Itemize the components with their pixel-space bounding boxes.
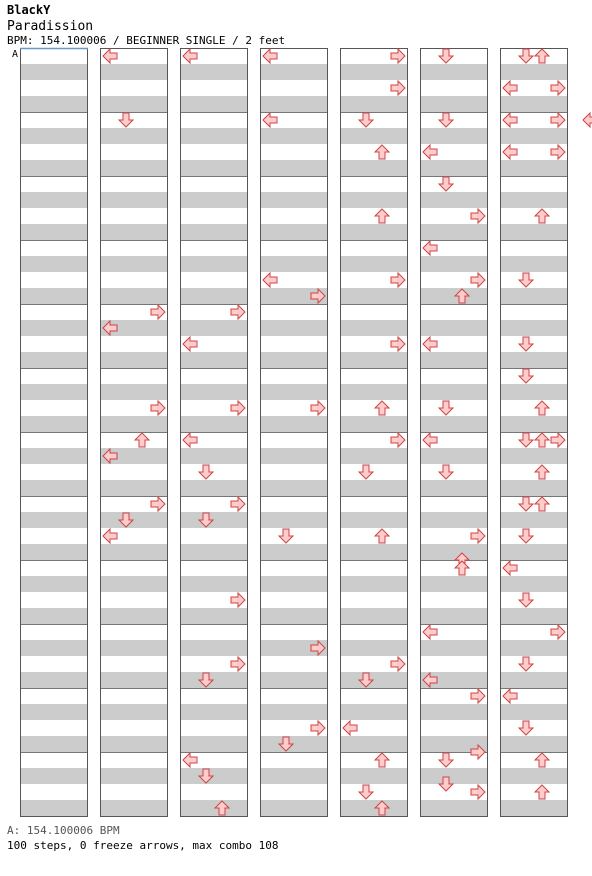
beat-stripe bbox=[20, 512, 88, 528]
beat-stripe bbox=[100, 704, 168, 720]
right-arrow-icon bbox=[151, 401, 165, 415]
down-arrow-icon bbox=[279, 529, 293, 543]
beat-stripe bbox=[20, 672, 88, 688]
beat-stripe bbox=[260, 704, 328, 720]
beat-stripe bbox=[180, 352, 248, 368]
beat-stripe bbox=[20, 160, 88, 176]
beat-stripe bbox=[180, 512, 248, 528]
beat-stripe bbox=[260, 224, 328, 240]
beat-stripe bbox=[340, 544, 408, 560]
beat-stripe bbox=[100, 800, 168, 816]
left-arrow-icon bbox=[183, 753, 197, 767]
beat-stripe bbox=[100, 768, 168, 784]
beat-stripe bbox=[420, 224, 488, 240]
down-arrow-icon bbox=[439, 465, 453, 479]
beat-stripe bbox=[340, 480, 408, 496]
beat-stripe bbox=[20, 256, 88, 272]
beat-stripe bbox=[180, 160, 248, 176]
beat-stripe bbox=[420, 704, 488, 720]
right-arrow-icon bbox=[311, 721, 325, 735]
beat-stripe bbox=[340, 96, 408, 112]
left-arrow-icon bbox=[423, 241, 437, 255]
down-arrow-icon bbox=[519, 497, 533, 511]
right-arrow-icon bbox=[551, 433, 565, 447]
up-arrow-icon bbox=[535, 497, 549, 511]
beat-stripe bbox=[420, 608, 488, 624]
up-arrow-icon bbox=[375, 753, 389, 767]
beat-stripe bbox=[340, 608, 408, 624]
down-arrow-icon bbox=[519, 593, 533, 607]
right-arrow-icon bbox=[311, 401, 325, 415]
beat-stripe bbox=[500, 384, 568, 400]
beat-stripe bbox=[340, 256, 408, 272]
beat-stripe bbox=[500, 352, 568, 368]
right-arrow-icon bbox=[391, 49, 405, 63]
right-arrow-icon bbox=[231, 657, 245, 671]
beat-stripe bbox=[180, 704, 248, 720]
left-arrow-icon bbox=[183, 433, 197, 447]
left-arrow-icon bbox=[503, 689, 517, 703]
right-arrow-icon bbox=[231, 497, 245, 511]
beat-stripe bbox=[420, 416, 488, 432]
beat-stripe bbox=[20, 352, 88, 368]
down-arrow-icon bbox=[519, 433, 533, 447]
beat-stripe bbox=[260, 64, 328, 80]
beat-stripe bbox=[180, 416, 248, 432]
beat-stripe bbox=[420, 320, 488, 336]
beat-stripe bbox=[180, 608, 248, 624]
beat-stripe bbox=[340, 384, 408, 400]
left-arrow-icon bbox=[423, 433, 437, 447]
beat-stripe bbox=[180, 224, 248, 240]
beat-stripe bbox=[420, 160, 488, 176]
right-arrow-icon bbox=[391, 337, 405, 351]
beat-stripe bbox=[340, 224, 408, 240]
right-arrow-icon bbox=[471, 785, 485, 799]
down-arrow-icon bbox=[439, 177, 453, 191]
left-arrow-icon bbox=[423, 145, 437, 159]
beat-stripe bbox=[500, 96, 568, 112]
beat-stripe bbox=[180, 448, 248, 464]
beat-stripe bbox=[20, 416, 88, 432]
beat-stripe bbox=[260, 512, 328, 528]
beat-stripe bbox=[420, 352, 488, 368]
beat-stripe bbox=[180, 320, 248, 336]
beat-stripe bbox=[180, 544, 248, 560]
beat-stripe bbox=[500, 704, 568, 720]
right-arrow-icon bbox=[151, 305, 165, 319]
beat-stripe bbox=[20, 480, 88, 496]
beat-stripe bbox=[420, 768, 488, 784]
beat-stripe bbox=[100, 352, 168, 368]
beat-stripe bbox=[420, 480, 488, 496]
bpm-marker-label: A bbox=[12, 49, 19, 60]
beat-stripe bbox=[340, 576, 408, 592]
beat-stripe bbox=[20, 320, 88, 336]
beat-stripe bbox=[20, 448, 88, 464]
beat-stripe bbox=[180, 768, 248, 784]
beat-stripe bbox=[100, 576, 168, 592]
beat-stripe bbox=[180, 384, 248, 400]
beat-stripe bbox=[20, 608, 88, 624]
right-arrow-icon bbox=[551, 113, 565, 127]
beat-stripe bbox=[260, 672, 328, 688]
up-arrow-icon bbox=[535, 753, 549, 767]
beat-stripe bbox=[100, 288, 168, 304]
beat-stripe bbox=[260, 736, 328, 752]
beat-stripe bbox=[500, 672, 568, 688]
beat-stripe bbox=[500, 288, 568, 304]
right-arrow-icon bbox=[471, 689, 485, 703]
up-arrow-icon bbox=[375, 145, 389, 159]
beat-stripe bbox=[500, 512, 568, 528]
beat-stripe bbox=[100, 512, 168, 528]
beat-stripe bbox=[500, 480, 568, 496]
down-arrow-icon bbox=[519, 49, 533, 63]
beat-stripe bbox=[100, 96, 168, 112]
down-arrow-icon bbox=[519, 337, 533, 351]
left-arrow-icon bbox=[503, 81, 517, 95]
chart-info: BPM: 154.100006 / BEGINNER SINGLE / 2 feet bbox=[7, 34, 286, 47]
up-arrow-icon bbox=[535, 401, 549, 415]
up-arrow-icon bbox=[375, 529, 389, 543]
up-arrow-icon bbox=[135, 433, 149, 447]
left-arrow-icon bbox=[343, 721, 357, 735]
beat-stripe bbox=[260, 352, 328, 368]
beat-stripe bbox=[340, 448, 408, 464]
left-arrow-icon bbox=[583, 113, 592, 127]
beat-stripe bbox=[340, 288, 408, 304]
right-arrow-icon bbox=[471, 209, 485, 223]
right-arrow-icon bbox=[151, 497, 165, 511]
beat-stripe bbox=[260, 480, 328, 496]
beat-stripe bbox=[20, 768, 88, 784]
beat-stripe bbox=[260, 576, 328, 592]
beat-stripe bbox=[500, 192, 568, 208]
beat-stripe bbox=[100, 544, 168, 560]
up-arrow-icon bbox=[535, 465, 549, 479]
beat-stripe bbox=[180, 288, 248, 304]
left-arrow-icon bbox=[423, 337, 437, 351]
right-arrow-icon bbox=[391, 81, 405, 95]
beat-stripe bbox=[20, 384, 88, 400]
left-arrow-icon bbox=[503, 113, 517, 127]
right-arrow-icon bbox=[391, 433, 405, 447]
right-arrow-icon bbox=[391, 657, 405, 671]
beat-stripe bbox=[420, 576, 488, 592]
up-arrow-icon bbox=[535, 49, 549, 63]
right-arrow-icon bbox=[551, 625, 565, 639]
beat-stripe bbox=[180, 192, 248, 208]
up-arrow-icon bbox=[375, 209, 389, 223]
beat-stripe bbox=[180, 256, 248, 272]
beat-stripe bbox=[500, 736, 568, 752]
beat-stripe bbox=[500, 64, 568, 80]
right-arrow-icon bbox=[231, 593, 245, 607]
beat-stripe bbox=[180, 64, 248, 80]
down-arrow-icon bbox=[439, 401, 453, 415]
footer-bpm: A: 154.100006 BPM bbox=[7, 824, 120, 837]
beat-stripe bbox=[340, 192, 408, 208]
down-arrow-icon bbox=[519, 369, 533, 383]
beat-stripe bbox=[340, 352, 408, 368]
beat-stripe bbox=[500, 128, 568, 144]
beat-stripe bbox=[340, 640, 408, 656]
beat-stripe bbox=[260, 256, 328, 272]
down-arrow-icon bbox=[359, 465, 373, 479]
beat-stripe bbox=[180, 672, 248, 688]
beat-stripe bbox=[100, 736, 168, 752]
beat-stripe bbox=[420, 384, 488, 400]
beat-stripe bbox=[420, 800, 488, 816]
beat-stripe bbox=[20, 128, 88, 144]
beat-stripe bbox=[20, 96, 88, 112]
beat-stripe bbox=[260, 192, 328, 208]
beat-stripe bbox=[260, 160, 328, 176]
beat-stripe bbox=[260, 416, 328, 432]
beat-stripe bbox=[340, 128, 408, 144]
beat-stripe bbox=[500, 320, 568, 336]
right-arrow-icon bbox=[231, 305, 245, 319]
down-arrow-icon bbox=[439, 49, 453, 63]
beat-stripe bbox=[500, 448, 568, 464]
beat-stripe bbox=[100, 160, 168, 176]
beat-stripe bbox=[340, 800, 408, 816]
beat-stripe bbox=[100, 608, 168, 624]
beat-stripe bbox=[500, 576, 568, 592]
beat-stripe bbox=[180, 800, 248, 816]
beat-stripe bbox=[500, 256, 568, 272]
left-arrow-icon bbox=[103, 49, 117, 63]
beat-stripe bbox=[260, 608, 328, 624]
down-arrow-icon bbox=[439, 753, 453, 767]
up-arrow-icon bbox=[535, 209, 549, 223]
down-arrow-icon bbox=[119, 113, 133, 127]
beat-stripe bbox=[500, 800, 568, 816]
beat-stripe bbox=[420, 256, 488, 272]
beat-stripe bbox=[20, 192, 88, 208]
beat-stripe bbox=[20, 640, 88, 656]
beat-stripe bbox=[260, 384, 328, 400]
beat-stripe bbox=[180, 736, 248, 752]
beat-stripe bbox=[20, 576, 88, 592]
beat-stripe bbox=[420, 544, 488, 560]
beat-stripe bbox=[340, 64, 408, 80]
right-arrow-icon bbox=[471, 529, 485, 543]
beat-stripe bbox=[260, 544, 328, 560]
beat-stripe bbox=[500, 160, 568, 176]
beat-stripe bbox=[420, 96, 488, 112]
beat-stripe bbox=[500, 640, 568, 656]
right-arrow-icon bbox=[551, 81, 565, 95]
beat-stripe bbox=[20, 544, 88, 560]
beat-stripe bbox=[180, 128, 248, 144]
left-arrow-icon bbox=[183, 337, 197, 351]
left-arrow-icon bbox=[183, 49, 197, 63]
left-arrow-icon bbox=[263, 273, 277, 287]
beat-stripe bbox=[100, 384, 168, 400]
beat-stripe bbox=[500, 768, 568, 784]
beat-stripe bbox=[340, 160, 408, 176]
beat-stripe bbox=[20, 288, 88, 304]
down-arrow-icon bbox=[519, 273, 533, 287]
beat-stripe bbox=[420, 448, 488, 464]
beat-stripe bbox=[100, 480, 168, 496]
beat-stripe bbox=[20, 800, 88, 816]
right-arrow-icon bbox=[471, 273, 485, 287]
down-arrow-icon bbox=[359, 113, 373, 127]
beat-stripe bbox=[100, 128, 168, 144]
beat-stripe bbox=[500, 416, 568, 432]
beat-stripe bbox=[100, 192, 168, 208]
right-arrow-icon bbox=[391, 273, 405, 287]
down-arrow-icon bbox=[519, 529, 533, 543]
footer-stats: 100 steps, 0 freeze arrows, max combo 108 bbox=[7, 839, 279, 852]
down-arrow-icon bbox=[359, 785, 373, 799]
left-arrow-icon bbox=[423, 625, 437, 639]
up-arrow-icon bbox=[375, 401, 389, 415]
beat-stripe bbox=[420, 288, 488, 304]
beat-stripe bbox=[420, 512, 488, 528]
beat-stripe bbox=[420, 192, 488, 208]
beat-stripe bbox=[260, 768, 328, 784]
down-arrow-icon bbox=[199, 465, 213, 479]
up-arrow-icon bbox=[535, 785, 549, 799]
beat-stripe bbox=[340, 768, 408, 784]
right-arrow-icon bbox=[231, 401, 245, 415]
beat-stripe bbox=[100, 224, 168, 240]
beat-stripe bbox=[100, 672, 168, 688]
song-title: Paradission bbox=[7, 19, 94, 34]
beat-stripe bbox=[500, 544, 568, 560]
beat-stripe bbox=[20, 736, 88, 752]
left-arrow-icon bbox=[103, 529, 117, 543]
right-arrow-icon bbox=[551, 145, 565, 159]
left-arrow-icon bbox=[503, 145, 517, 159]
beat-stripe bbox=[180, 96, 248, 112]
down-arrow-icon bbox=[439, 113, 453, 127]
left-arrow-icon bbox=[263, 49, 277, 63]
beat-stripe bbox=[340, 672, 408, 688]
beat-stripe bbox=[20, 64, 88, 80]
beat-stripe bbox=[260, 800, 328, 816]
down-arrow-icon bbox=[519, 657, 533, 671]
left-arrow-icon bbox=[503, 561, 517, 575]
down-arrow-icon bbox=[519, 721, 533, 735]
beat-stripe bbox=[180, 576, 248, 592]
beat-stripe bbox=[420, 128, 488, 144]
beat-stripe bbox=[20, 224, 88, 240]
beat-stripe bbox=[260, 128, 328, 144]
beat-stripe bbox=[180, 480, 248, 496]
beat-stripe bbox=[180, 640, 248, 656]
beat-stripe bbox=[100, 640, 168, 656]
beat-stripe bbox=[100, 64, 168, 80]
beat-stripe bbox=[420, 640, 488, 656]
song-author: BlackY bbox=[7, 3, 51, 17]
beat-stripe bbox=[260, 96, 328, 112]
beat-stripe bbox=[340, 704, 408, 720]
beat-stripe bbox=[100, 416, 168, 432]
left-arrow-icon bbox=[263, 113, 277, 127]
beat-stripe bbox=[340, 320, 408, 336]
beat-stripe bbox=[420, 64, 488, 80]
beat-stripe bbox=[100, 256, 168, 272]
beat-stripe bbox=[260, 448, 328, 464]
beat-stripe bbox=[20, 704, 88, 720]
beat-stripe bbox=[500, 608, 568, 624]
beat-stripe bbox=[340, 416, 408, 432]
beat-stripe bbox=[340, 736, 408, 752]
beat-stripe bbox=[500, 224, 568, 240]
up-arrow-icon bbox=[455, 561, 469, 575]
up-arrow-icon bbox=[535, 433, 549, 447]
beat-stripe bbox=[340, 512, 408, 528]
beat-stripe bbox=[260, 320, 328, 336]
